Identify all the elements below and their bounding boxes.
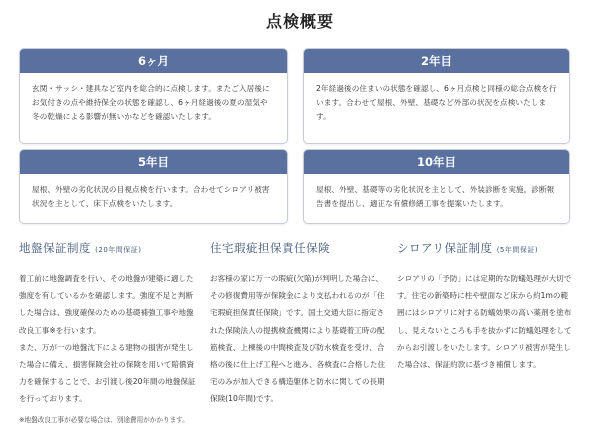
inspection-card-header: 6ヶ月: [20, 49, 287, 73]
section-paragraph: 着工前に地盤調査を行い、その地盤が建築に適した強度を有しているかを確認します。強度不足と判断した場合は、強度確保のための基礎補強工事や地盤改良工事※を行います。: [19, 274, 194, 335]
defect-insurance-section: [210, 240, 386, 408]
inspection-card-10-years: [303, 149, 570, 224]
section-paragraph: シロアリの「予防」には定期的な防蟻処理が大切です。住宅の新築時に柱や壁面など床から約1mの範囲にはシロアリに対する防蟻効果の高い薬剤を塗布し、見えないところも手を抜かずに防蟻処理をしてからお引渡しをいたします。シロアリ被害が発生した場合は、保証約款に基づき補償します。: [397, 274, 572, 370]
inspection-card-5-years: [19, 149, 288, 224]
inspection-card-header: 10年目: [304, 150, 569, 174]
section-title: 住宅瑕疵担保責任保険: [210, 241, 330, 255]
termite-guarantee-section: [397, 240, 573, 373]
section-note: ※地盤改良工事が必要な場合は、別途費用がかかります。: [19, 415, 189, 424]
inspection-card-header: 5年目: [20, 150, 287, 174]
section-title: シロアリ保証制度: [397, 241, 493, 255]
inspection-card-header: 2年目: [304, 49, 569, 73]
page-title: 点検概要: [265, 12, 334, 31]
inspection-card-text: 屋根、外壁の劣化状況の目視点検を行います。合わせてシロアリ被害状況を主として、床下点検をいたします。: [32, 185, 270, 208]
section-subtitle: (5年間保証): [496, 246, 539, 254]
section-title: 地盤保証制度: [19, 241, 91, 255]
section-heading: [210, 240, 386, 256]
section-paragraph: お客様の家に万一の瑕疵(欠陥)が判明した場合に、その修復費用等が保険金により支払われるのが「住宅瑕疵担保責任保険」です。国土交通大臣に指定された保険法人の提携検査機関により基礎着工時の配筋検査、上棟後の中間検査及び防水検査を受け、合格の後に仕上げ工程へと進み、各検査に合格した住宅のみが加入できる構造躯体と防水に関しての長期保険(10年間)です。: [210, 274, 386, 404]
inspection-card-6-months: [19, 48, 288, 144]
section-paragraph: また、万が一の地盤沈下による建物の損害が発生した場合に備え、損害保険会社の保険を用いて賠償資力を確保することで、お引渡し後20年間の地盤保証を行っております。: [19, 342, 196, 404]
inspection-card-text: 玄関・サッシ・建具など室内を総合的に点検します。またご入居後にお気付きの点や維持保全の状態を確認し、6ヶ月経過後の夏の湿気や冬の乾燥による影響が無いかなどを確認いたします。: [32, 84, 270, 121]
inspection-card-text: 屋根、外壁、基礎等の劣化状況を主として、外装診断を実施。診断報告書を提出し、適正な有償修繕工事を提案いたします。: [316, 185, 555, 208]
inspection-card-text: 2年経過後の住まいの状態を確認し、6ヶ月点検と同様の総合点検を行います。合わせて屋根、外壁、基礎など外部の状況を点検いたします。: [316, 84, 557, 121]
section-subtitle: (20年間保証): [95, 246, 142, 254]
inspection-card-2-years: [303, 48, 570, 144]
section-heading: [19, 240, 197, 256]
ground-guarantee-section: [19, 240, 197, 426]
section-heading: [397, 240, 573, 256]
